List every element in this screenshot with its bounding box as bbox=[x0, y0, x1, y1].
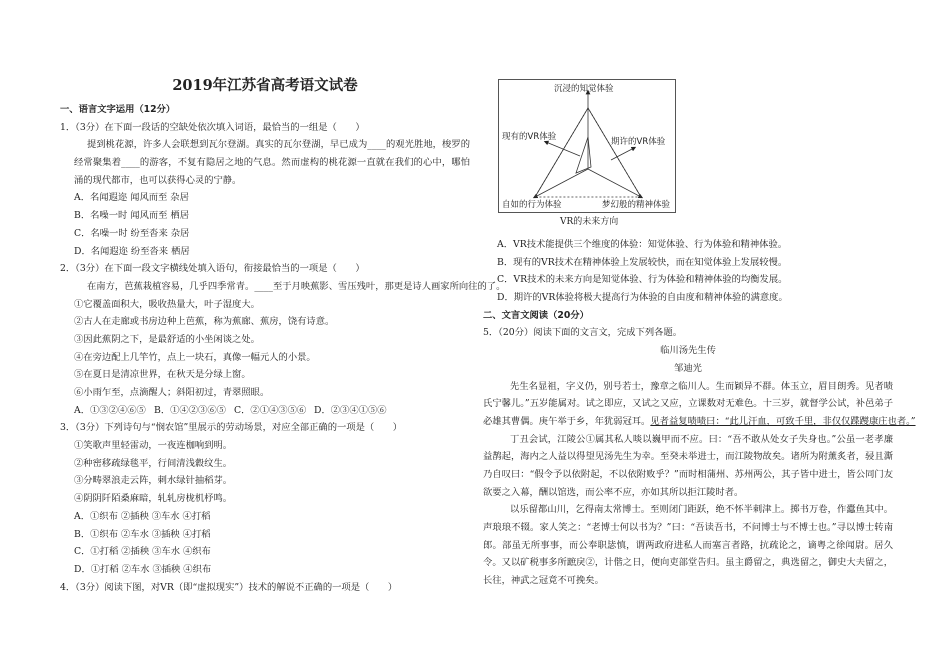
passage-line: 氏宁馨儿。”五岁能属对。试之即应，又试之又应，立课数对无难色。十三岁，就督学公试，补邑弟子 bbox=[483, 398, 893, 410]
figure-caption: VR的未来方向 bbox=[560, 217, 619, 227]
passage-line: 涌的现代都市，也可以获得心灵的宁静。 bbox=[74, 174, 242, 186]
option-b: B．名噪一时 闻风而至 栖居 bbox=[74, 210, 190, 222]
right-column bbox=[483, 236, 916, 590]
option-a: A．名闻遐迩 闻风而至 杂居 bbox=[74, 192, 189, 204]
question-stem: 1．（3分）在下面一段话的空缺处依次填入词语，最恰当的一组是（ ） bbox=[60, 121, 365, 133]
option-d: D．②③④①⑤⑥ bbox=[314, 404, 387, 416]
option-a: A．①织布 ②插秧 ③车水 ④打稻 bbox=[74, 510, 211, 522]
passage-line: 令。又以矿税事多所蹠戾②，计偕之日，便向吏部堂告归。虽主爵留之，典选留之，御史大夫留之， bbox=[483, 557, 893, 569]
axis-label-bottom-left: 自如的行为体验 bbox=[502, 200, 562, 210]
vr-radar-figure bbox=[498, 79, 676, 213]
passage-line: 益鹊起，海内之人益以得望见汤先生为幸。至癸未举进士，而江陵物故矣。诸所为附薰炙者，骎且澌 bbox=[483, 451, 893, 463]
sentence: ⑤在夏日是清凉世界，在秋天是分绿上窗。 bbox=[74, 369, 251, 381]
option-b: B．①织布 ②车水 ③插秧 ④打稻 bbox=[74, 528, 211, 540]
sentence: ④在旁边配上几竿竹，点上一块石，真像一幅元人的小景。 bbox=[74, 351, 316, 363]
option-c: C．名噪一时 纷至沓来 杂居 bbox=[74, 227, 190, 239]
passage-line: 以乐留都山川，乞得南太常博士。至则闭门距跃，绝不怀半刺津上。掷书万卷，作蠹鱼其中。 bbox=[510, 504, 893, 516]
option-d: D．名闻遐迩 纷至沓来 栖居 bbox=[74, 245, 190, 257]
passage-line: 丁丑会试，江陵公①属其私人啖以巍甲而不应。曰：“吾不敢从处女子失身也。”公虽一老孝廉 bbox=[510, 433, 893, 445]
passage-line bbox=[483, 413, 916, 431]
sentence: ③分畴翠浪走云阵，刺水绿针抽稻芽。 bbox=[74, 475, 233, 487]
passage-author: 邹迪光 bbox=[674, 362, 702, 374]
passage-line: 长往，神武之冠竟不可挽矣。 bbox=[483, 575, 604, 587]
passage-text: 必雄其曹偶。庚午举于乡，年犹弱冠耳。 bbox=[483, 415, 651, 427]
sentence: ①笑歌声里轻雷动，一夜连枷响到明。 bbox=[74, 440, 233, 452]
passage-line: 在南方，芭蕉栽植容易，几乎四季常青。____至于月映蕉影、雪压残叶，那更是诗人画家所向往的了。 bbox=[87, 280, 506, 292]
legend-current-vr: 现有的VR体验 bbox=[502, 132, 557, 142]
legend-expected-vr: 期许的VR体验 bbox=[611, 137, 666, 147]
sentence: ①它覆盖面积大，吸收热量大，叶子湿度大。 bbox=[74, 298, 260, 310]
option-c: C．②①④③⑤⑥ bbox=[234, 404, 307, 416]
page-title: 2019年江苏省高考语文试卷 bbox=[172, 77, 358, 94]
passage-line: 声琅琅不辍。家人笑之：“老博士何以书为？”曰：“吾读吾书，不问博士与不博士也。”寻以博士转南 bbox=[483, 522, 893, 533]
passage-line: 乃自叹曰：“假令予以依附起，不以依附败乎？”而时相蒲州、苏州两公，其子皆中进士，皆公同门友 bbox=[483, 468, 893, 480]
section-heading: 二、文言文阅读（20分） bbox=[483, 309, 589, 321]
left-column bbox=[60, 101, 506, 596]
sentence: ②种密移疏绿毯平，行间清浅縠纹生。 bbox=[74, 457, 233, 469]
options-row bbox=[60, 402, 470, 420]
passage-title: 临川汤先生传 bbox=[660, 345, 716, 357]
sentence: ②古人在走廊或书房边种上芭蕉，称为蕉廊、蕉房，饶有诗意。 bbox=[74, 316, 335, 328]
question-stem: 4．（3分）阅读下图，对VR（即“虚拟现实”）技术的解说不正确的一项是（ ） bbox=[60, 581, 398, 593]
axis-label-bottom-right: 梦幻般的精神体验 bbox=[602, 200, 671, 210]
option-c: C．①打稻 ②插秧 ③车水 ④织布 bbox=[74, 546, 211, 558]
sentence: ③因此蕉阴之下，是最舒适的小坐闲谈之处。 bbox=[74, 333, 260, 345]
question-stem: 3．（3分）下列诗句与“悯农馆”里展示的劳动场景，对应全部正确的一项是（ ） bbox=[60, 422, 403, 434]
question-stem: 5．（20分）阅读下面的文言文，完成下列各题。 bbox=[483, 327, 683, 339]
passage-line: 提到桃花源，许多人会联想到瓦尔登湖。真实的瓦尔登湖，早已成为____的观光胜地，梭罗的 bbox=[87, 139, 470, 151]
axis-label-top: 沉浸的知觉体验 bbox=[554, 84, 614, 94]
option-b: B．现有的VR技术在精神体验上发展较快，而在知觉体验上发展较慢。 bbox=[497, 256, 788, 268]
underlined-sentence: 见者益复啧啧曰：“此儿汗血，可致千里，非仅仅蹀躞康庄也者。” bbox=[650, 415, 916, 427]
option-b: B．①④②③⑥⑤ bbox=[154, 404, 226, 416]
option-c: C．VR技术的未来方向是知觉体验、行为体验和精神体验的均衡发展。 bbox=[497, 274, 788, 286]
passage-line: 经常聚集着____的游客，不复有隐居之地的气息。然而虚构的桃花源一直就在我们的心中，哪怕 bbox=[74, 157, 470, 169]
option-a: A．VR技术能提供三个维度的体验：知觉体验、行为体验和精神体验。 bbox=[497, 239, 788, 250]
passage-line: 郎。部虽无所事事，而公奉职毖慎，谓两政府进私人而塞言者路，抗疏论之，谪粤之徐闻尉。居久 bbox=[483, 539, 893, 551]
passage-line: 先生名显祖，字义仍，别号若士，豫章之临川人。生而颖异不群。体玉立，眉目朗秀。见者啧 bbox=[510, 380, 893, 392]
option-d: D．①打稻 ②车水 ③插秧 ④织布 bbox=[74, 563, 212, 575]
sentence: ④阴阴阡陌桑麻暗，轧轧房栊机杼鸣。 bbox=[74, 493, 233, 505]
sentence: ⑥小雨乍至，点滴醒人；斜阳初过，青翠照眼。 bbox=[74, 387, 270, 398]
option-d: D．期许的VR体验将极大提高行为体验的自由度和精神体验的满意度。 bbox=[497, 292, 788, 304]
passage-line: 欲要之入幕，酬以馆选，而公率不应，亦如其所以拒江陵时者。 bbox=[483, 486, 744, 498]
option-a: A．①③②④⑥⑤ bbox=[74, 404, 146, 416]
question-stem: 2．（3分）在下面一段文字横线处填入语句，衔接最恰当的一项是（ ） bbox=[60, 263, 365, 275]
section-heading: 一、语言文字运用（12分） bbox=[60, 104, 176, 115]
